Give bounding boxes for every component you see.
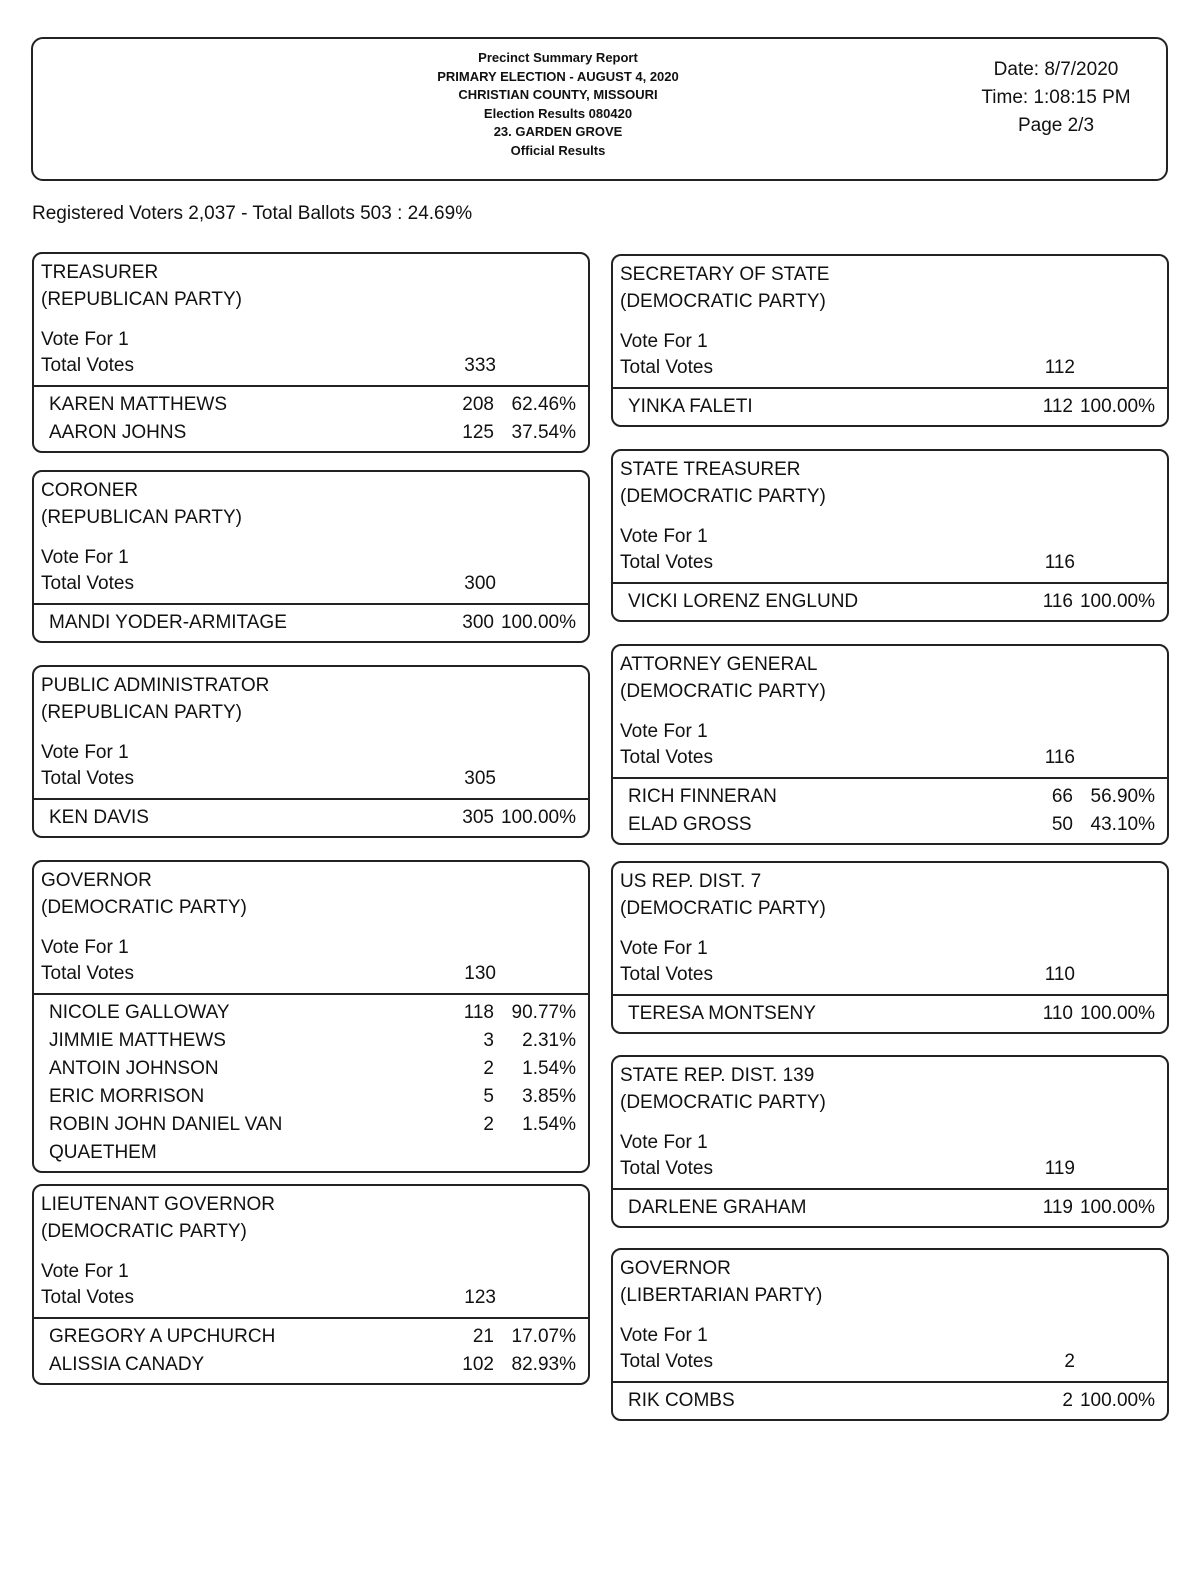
- candidate-votes: 119: [1042, 1197, 1073, 1218]
- precinct-name: 23. GARDEN GROVE: [493, 124, 623, 139]
- race-box: [32, 860, 590, 1173]
- candidate-percent: 56.90%: [1090, 786, 1155, 807]
- race-party: (DEMOCRATIC PARTY): [41, 897, 247, 918]
- candidate-votes: 2: [483, 1114, 494, 1135]
- results-status: Official Results: [510, 142, 606, 158]
- candidate-votes: 2: [483, 1058, 494, 1079]
- candidate-percent: 100.00%: [1079, 1003, 1155, 1024]
- race-party: (DEMOCRATIC PARTY): [620, 898, 826, 919]
- total-votes-label: Total Votes: [620, 1351, 713, 1372]
- candidate-name: AARON JOHNS: [49, 422, 187, 443]
- total-votes-label: Total Votes: [41, 573, 134, 594]
- candidate-votes: 300: [462, 612, 494, 633]
- total-votes-value: 116: [1044, 552, 1075, 573]
- vote-for-label: Vote For 1: [41, 329, 129, 350]
- election-name: PRIMARY ELECTION - AUGUST 4, 2020: [437, 68, 679, 84]
- candidate-name: YINKA FALETI: [628, 396, 753, 417]
- total-votes-label: Total Votes: [620, 552, 713, 573]
- candidate-name: JIMMIE MATTHEWS: [49, 1030, 226, 1051]
- race-title: LIEUTENANT GOVERNOR: [41, 1194, 276, 1215]
- race-party: (LIBERTARIAN PARTY): [620, 1285, 823, 1306]
- candidate-list: [34, 800, 588, 836]
- vote-for-label: Vote For 1: [620, 526, 708, 547]
- candidate-row: [613, 783, 1167, 811]
- race-box: [611, 1248, 1169, 1421]
- candidate-row: [613, 1000, 1167, 1028]
- race-box: [611, 861, 1169, 1034]
- candidate-row: [34, 1083, 588, 1111]
- race-party: (DEMOCRATIC PARTY): [41, 1221, 247, 1242]
- candidate-row: [613, 588, 1167, 616]
- candidate-row: [613, 811, 1167, 839]
- candidate-votes: 118: [463, 1002, 494, 1023]
- total-votes-row: [620, 355, 1160, 381]
- candidate-name: NICOLE GALLOWAY: [49, 1002, 230, 1023]
- race-title: ATTORNEY GENERAL: [620, 654, 818, 675]
- candidate-votes: 125: [462, 422, 494, 443]
- total-votes-row: [620, 1156, 1160, 1182]
- total-votes-row: [620, 1349, 1160, 1375]
- candidate-percent: 3.85%: [522, 1086, 576, 1107]
- candidate-row: [34, 1027, 588, 1055]
- total-votes-label: Total Votes: [620, 357, 713, 378]
- candidate-percent: 37.54%: [511, 422, 576, 443]
- total-votes-row: [41, 571, 581, 597]
- total-votes-value: 119: [1044, 1158, 1075, 1179]
- race-party: (DEMOCRATIC PARTY): [620, 486, 826, 507]
- race-box: [611, 1055, 1169, 1228]
- total-votes-row: [41, 961, 581, 987]
- race-box: [611, 449, 1169, 622]
- vote-for-label: Vote For 1: [620, 331, 708, 352]
- candidate-row: [613, 1194, 1167, 1222]
- page-number: Page 2/3: [1017, 115, 1095, 136]
- election-results-id: Election Results 080420: [483, 105, 633, 121]
- candidate-name: KAREN MATTHEWS: [49, 394, 228, 415]
- race-title: STATE REP. DIST. 139: [620, 1065, 815, 1086]
- candidate-votes: 21: [472, 1326, 494, 1347]
- total-votes-label: Total Votes: [620, 1158, 713, 1179]
- candidate-name: ERIC MORRISON: [49, 1086, 205, 1107]
- total-votes-row: [41, 353, 581, 379]
- race-header: [613, 1250, 1167, 1375]
- candidate-row: [34, 1111, 588, 1167]
- race-box: [611, 254, 1169, 427]
- candidate-list: [613, 1190, 1167, 1226]
- total-votes-row: [620, 745, 1160, 771]
- candidate-percent: 1.54%: [522, 1058, 576, 1079]
- report-title-block: [333, 49, 783, 160]
- candidate-list: [613, 389, 1167, 425]
- candidate-list: [34, 387, 588, 451]
- race-title: GOVERNOR: [41, 870, 152, 891]
- total-votes-value: 110: [1044, 964, 1075, 985]
- candidate-row: [34, 419, 588, 447]
- candidate-votes: 102: [462, 1354, 494, 1375]
- candidate-name: ELAD GROSS: [628, 814, 752, 835]
- candidate-name: ANTOIN JOHNSON: [49, 1058, 219, 1079]
- candidate-row: [34, 1055, 588, 1083]
- candidate-name: GREGORY A UPCHURCH: [49, 1326, 276, 1347]
- report-header: [31, 37, 1168, 181]
- report-time: Time: 1:08:15 PM: [981, 87, 1131, 108]
- vote-for-label: Vote For 1: [41, 547, 129, 568]
- total-votes-value: 300: [464, 573, 496, 594]
- race-header: [34, 472, 588, 597]
- race-party: (REPUBLICAN PARTY): [41, 507, 242, 528]
- race-title: STATE TREASURER: [620, 459, 801, 480]
- candidate-votes: 305: [462, 807, 494, 828]
- candidate-name: MANDI YODER-ARMITAGE: [49, 612, 287, 633]
- candidate-votes: 5: [483, 1086, 494, 1107]
- county-name: CHRISTIAN COUNTY, MISSOURI: [458, 87, 658, 102]
- candidate-percent: 90.77%: [511, 1002, 576, 1023]
- candidate-row: [34, 391, 588, 419]
- candidate-list: [34, 605, 588, 641]
- candidate-row: [34, 804, 588, 832]
- vote-for-label: Vote For 1: [620, 938, 708, 959]
- total-votes-value: 112: [1044, 357, 1075, 378]
- candidate-name: KEN DAVIS: [49, 807, 149, 828]
- race-header: [34, 1186, 588, 1311]
- vote-for-label: Vote For 1: [41, 937, 129, 958]
- total-votes-row: [41, 1285, 581, 1311]
- candidate-percent: 100.00%: [1079, 396, 1155, 417]
- candidate-percent: 100.00%: [1079, 591, 1155, 612]
- vote-for-label: Vote For 1: [620, 1325, 708, 1346]
- race-title: US REP. DIST. 7: [620, 871, 762, 892]
- candidate-votes: 112: [1042, 396, 1073, 417]
- race-party: (DEMOCRATIC PARTY): [620, 1092, 826, 1113]
- candidate-percent: 62.46%: [511, 394, 576, 415]
- candidate-percent: 17.07%: [511, 1326, 576, 1347]
- candidate-row: [34, 609, 588, 637]
- race-party: (REPUBLICAN PARTY): [41, 702, 242, 723]
- vote-for-label: Vote For 1: [620, 1132, 708, 1153]
- candidate-percent: 100.00%: [1079, 1197, 1155, 1218]
- candidate-row: [613, 393, 1167, 421]
- candidate-votes: 3: [483, 1030, 494, 1051]
- race-box: [32, 665, 590, 838]
- candidate-votes: 2: [1062, 1390, 1073, 1411]
- total-votes-label: Total Votes: [41, 963, 134, 984]
- candidate-percent: 100.00%: [1079, 1390, 1155, 1411]
- candidate-votes: 50: [1051, 814, 1073, 835]
- candidate-list: [613, 1383, 1167, 1419]
- candidate-list: [34, 995, 588, 1171]
- candidate-row: [34, 1351, 588, 1379]
- candidate-percent: 2.31%: [522, 1030, 576, 1051]
- candidate-votes: 116: [1042, 591, 1073, 612]
- total-votes-label: Total Votes: [41, 768, 134, 789]
- race-box: [32, 470, 590, 643]
- race-title: PUBLIC ADMINISTRATOR: [41, 675, 270, 696]
- registered-voters-summary: Registered Voters 2,037 - Total Ballots 503 : 24.69%: [32, 203, 473, 224]
- total-votes-value: 130: [464, 963, 496, 984]
- total-votes-value: 305: [464, 768, 496, 789]
- candidate-votes: 66: [1051, 786, 1073, 807]
- report-date: Date: 8/7/2020: [993, 59, 1119, 80]
- candidate-percent: 1.54%: [522, 1114, 576, 1135]
- total-votes-row: [41, 766, 581, 792]
- race-box: [611, 644, 1169, 845]
- total-votes-value: 123: [464, 1287, 496, 1308]
- race-party: (REPUBLICAN PARTY): [41, 289, 242, 310]
- race-box: [32, 252, 590, 453]
- candidate-percent: 100.00%: [500, 612, 576, 633]
- race-title: SECRETARY OF STATE: [620, 264, 830, 285]
- vote-for-label: Vote For 1: [41, 1261, 129, 1282]
- candidate-votes: 110: [1042, 1003, 1073, 1024]
- candidate-name: ALISSIA CANADY: [49, 1354, 205, 1375]
- total-votes-value: 333: [464, 355, 496, 376]
- total-votes-label: Total Votes: [41, 355, 134, 376]
- candidate-name: VICKI LORENZ ENGLUND: [628, 591, 859, 612]
- candidate-percent: 43.10%: [1090, 814, 1155, 835]
- race-header: [34, 254, 588, 379]
- total-votes-value: 2: [1064, 1351, 1075, 1372]
- race-title: GOVERNOR: [620, 1258, 731, 1279]
- total-votes-value: 116: [1044, 747, 1075, 768]
- candidate-list: [34, 1319, 588, 1383]
- candidate-name: RIK COMBS: [628, 1390, 735, 1411]
- race-party: (DEMOCRATIC PARTY): [620, 681, 826, 702]
- total-votes-label: Total Votes: [620, 964, 713, 985]
- vote-for-label: Vote For 1: [620, 721, 708, 742]
- candidate-list: [613, 996, 1167, 1032]
- total-votes-label: Total Votes: [41, 1287, 134, 1308]
- report-meta: [956, 56, 1156, 140]
- candidate-name: DARLENE GRAHAM: [628, 1197, 807, 1218]
- candidate-name: RICH FINNERAN: [628, 786, 777, 807]
- race-header: [613, 863, 1167, 988]
- candidate-row: [613, 1387, 1167, 1415]
- race-box: [32, 1184, 590, 1385]
- total-votes-label: Total Votes: [620, 747, 713, 768]
- candidate-votes: 208: [462, 394, 494, 415]
- race-title: TREASURER: [41, 262, 159, 283]
- race-header: [613, 451, 1167, 576]
- total-votes-row: [620, 962, 1160, 988]
- race-header: [34, 667, 588, 792]
- race-party: (DEMOCRATIC PARTY): [620, 291, 826, 312]
- race-header: [613, 256, 1167, 381]
- candidate-row: [34, 1323, 588, 1351]
- candidate-name: ROBIN JOHN DANIEL VAN QUAETHEM: [49, 1114, 283, 1163]
- vote-for-label: Vote For 1: [41, 742, 129, 763]
- candidate-percent: 82.93%: [511, 1354, 576, 1375]
- total-votes-row: [620, 550, 1160, 576]
- race-title: CORONER: [41, 480, 139, 501]
- candidate-percent: 100.00%: [500, 807, 576, 828]
- race-header: [34, 862, 588, 987]
- race-header: [613, 1057, 1167, 1182]
- candidate-row: [34, 999, 588, 1027]
- candidate-list: [613, 779, 1167, 843]
- candidate-list: [613, 584, 1167, 620]
- candidate-name: TERESA MONTSENY: [628, 1003, 816, 1024]
- report-title: Precinct Summary Report: [478, 50, 638, 65]
- race-header: [613, 646, 1167, 771]
